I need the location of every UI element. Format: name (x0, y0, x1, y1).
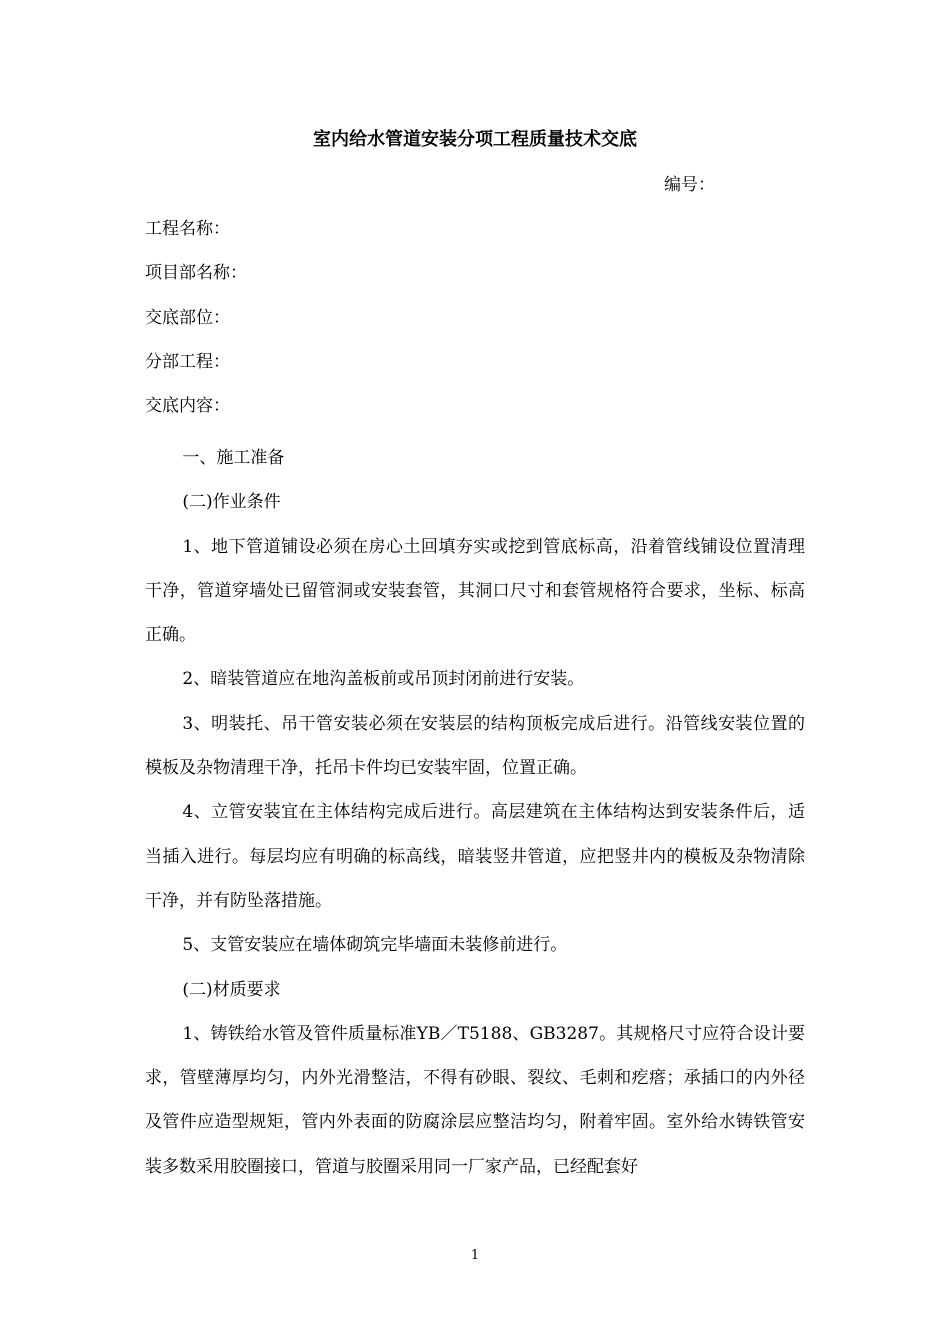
section-heading: 一、施工准备 (182, 448, 285, 468)
disclosure-part-label: 交底部位： (145, 308, 230, 328)
page-title: 室内给水管道安装分项工程质量技术交底 (313, 129, 637, 150)
disclosure-body (145, 436, 805, 1189)
page-number: 1 (470, 1248, 480, 1263)
body-paragraph: 3、明装托、吊干管安装必须在安装层的结构顶板完成后进行。沿管线安装位置的模板及杂物清理干净，托吊卡件均已安装牢固，位置正确。 (145, 713, 805, 779)
subsection-heading: (二)作业条件 (182, 492, 281, 513)
body-paragraph: 4、立管安装宜在主体结构完成后进行。高层建筑在主体结构达到安装条件后，适当插入进行。每层均应有明确的标高线，暗装竖井管道，应把竖井内的模板及杂物清除干净，并有防坠落措施。 (145, 802, 805, 911)
sub-project-label: 分部工程： (145, 352, 230, 372)
body-paragraph: 2、暗装管道应在地沟盖板前或吊顶封闭前进行安装。 (182, 669, 585, 690)
project-name-label: 工程名称： (145, 219, 230, 239)
department-name-label: 项目部名称： (145, 263, 247, 283)
disclosure-content-label: 交底内容： (145, 396, 230, 416)
body-paragraph: 5、支管安装应在墙体砌筑完毕墙面未装修前进行。 (182, 935, 568, 956)
body-paragraph: 1、铸铁给水管及管件质量标准YB／T5188、GB3287。其规格尺寸应符合设计要求，管壁薄厚均匀，内外光滑整洁，不得有砂眼、裂纹、毛刺和疙瘩；承插口的内外径及管件应造型规矩，管内外表面的防腐涂层应整洁均匀，附着牢固。室外给水铸铁管安装多数采用胶圈接口，管道与胶圈采用同一厂家产品，已经配套好 (145, 1023, 805, 1177)
document-number-label: 编号： (664, 175, 715, 195)
subsection-heading: (二)材质要求 (182, 979, 281, 1000)
body-paragraph: 1、地下管道铺设必须在房心土回填夯实或挖到管底标高，沿着管线铺设位置清理干净，管道穿墙处已留管洞或安装套管，其洞口尺寸和套管规格符合要求，坐标、标高正确。 (145, 536, 805, 646)
